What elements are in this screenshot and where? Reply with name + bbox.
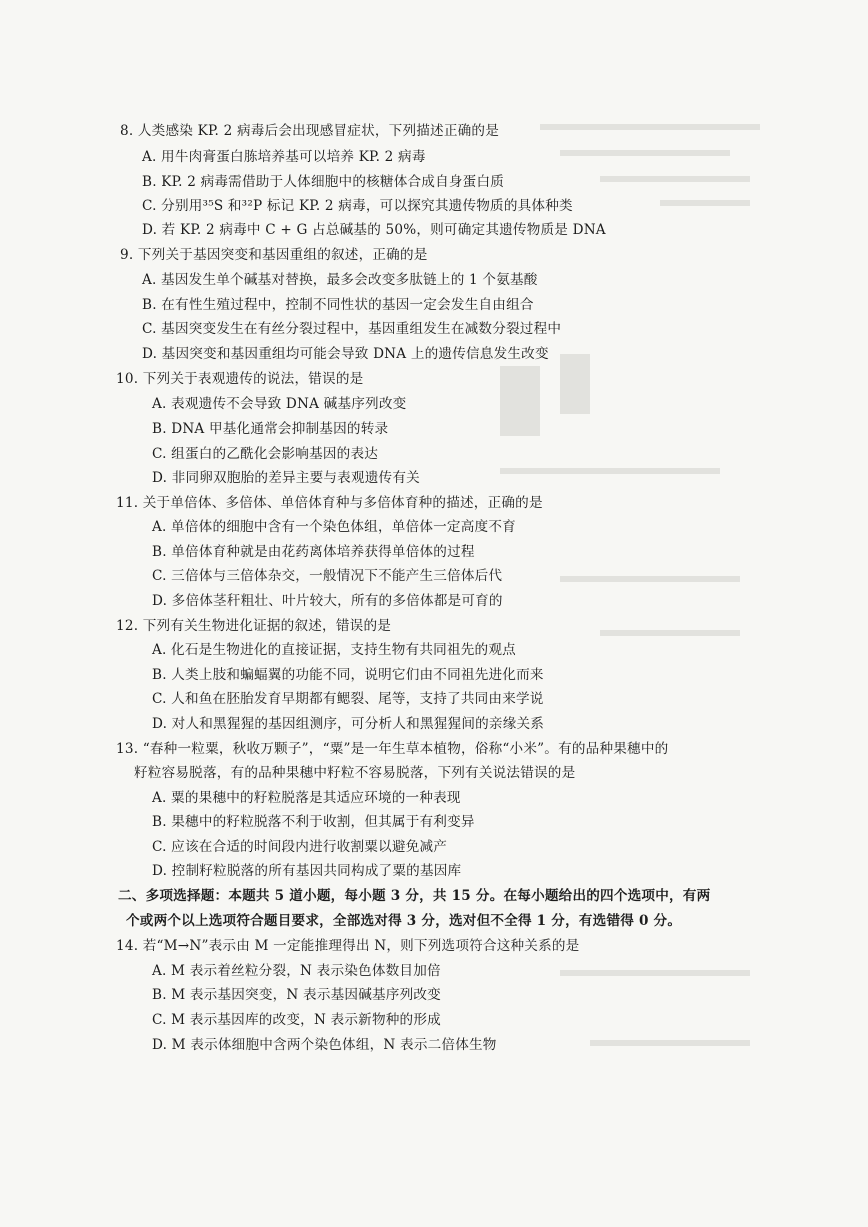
bleed-through-mark [560,150,730,156]
question-13-stem-continued: 籽粒容易脱落，有的品种果穗中籽粒不容易脱落，下列有关说法错误的是 [134,765,576,781]
question-11-option-d: D. 多倍体茎秆粗壮、叶片较大，所有的多倍体都是可育的 [152,593,503,609]
question-11-stem: 11. 关于单倍体、多倍体、单倍体育种与多倍体育种的描述，正确的是 [116,495,543,511]
question-12-option-d: D. 对人和黑猩猩的基因组测序，可分析人和黑猩猩间的亲缘关系 [152,716,545,732]
bleed-through-mark [600,630,740,636]
bleed-through-mark [500,366,540,436]
question-8-option-c: C. 分别用³⁵S 和³²P 标记 KP. 2 病毒，可以探究其遗传物质的具体种类 [142,198,573,214]
question-8-option-d: D. 若 KP. 2 病毒中 C + G 占总碱基的 50%，则可确定其遗传物质是 DNA [142,222,606,238]
question-13-option-b: B. 果穗中的籽粒脱落不利于收割，但其属于有利变异 [152,814,475,830]
question-14-option-c: C. M 表示基因库的改变，N 表示新物种的形成 [152,1012,441,1028]
section-2-heading-continued: 个或两个以上选项符合题目要求，全部选对得 3 分，选对但不全得 1 分，有选错得 0 分。 [126,913,682,929]
bleed-through-mark [560,576,740,582]
bleed-through-mark [660,200,750,206]
question-13-stem: 13. “春种一粒粟，秋收万颗子”，“粟”是一年生草本植物，俗称“小米”。有的品种果穗中的 [116,741,669,757]
question-10-stem: 10. 下列关于表观遗传的说法，错误的是 [116,371,364,387]
question-8-option-b: B. KP. 2 病毒需借助于人体细胞中的核糖体合成自身蛋白质 [142,174,505,190]
question-10-option-a: A. 表观遗传不会导致 DNA 碱基序列改变 [152,396,407,412]
question-13-option-d: D. 控制籽粒脱落的所有基因共同构成了粟的基因库 [152,863,462,879]
section-2-heading: 二、多项选择题：本题共 5 道小题，每小题 3 分，共 15 分。在每小题给出的四个选项中，有两 [118,888,711,904]
question-10-option-b: B. DNA 甲基化通常会抑制基因的转录 [152,421,389,437]
question-12-option-a: A. 化石是生物进化的直接证据，支持生物有共同祖先的观点 [152,642,516,658]
question-9-stem: 9. 下列关于基因突变和基因重组的叙述，正确的是 [120,247,428,263]
question-14-option-d: D. M 表示体细胞中含两个染色体组，N 表示二倍体生物 [152,1037,497,1053]
question-14-option-b: B. M 表示基因突变，N 表示基因碱基序列改变 [152,987,441,1003]
question-9-option-c: C. 基因突变发生在有丝分裂过程中，基因重组发生在减数分裂过程中 [142,321,562,337]
bleed-through-mark [590,1040,750,1046]
question-11-option-a: A. 单倍体的细胞中含有一个染色体组，单倍体一定高度不育 [152,519,516,535]
question-11-option-c: C. 三倍体与三倍体杂交，一般情况下不能产生三倍体后代 [152,568,503,584]
bleed-through-mark [560,354,590,414]
question-12-option-c: C. 人和鱼在胚胎发育早期都有鳃裂、尾等，支持了共同由来学说 [152,691,544,707]
question-11-option-b: B. 单倍体育种就是由花药离体培养获得单倍体的过程 [152,544,475,560]
question-14-stem: 14. 若“M→N”表示由 M 一定能推理得出 N，则下列选项符合这种关系的是 [116,938,580,954]
question-9-option-b: B. 在有性生殖过程中，控制不同性状的基因一定会发生自由组合 [142,297,534,313]
question-12-option-b: B. 人类上肢和蝙蝠翼的功能不同，说明它们由不同祖先进化而来 [152,667,544,683]
question-8-option-a: A. 用牛肉膏蛋白胨培养基可以培养 KP. 2 病毒 [142,149,426,165]
bleed-through-mark [500,468,720,474]
question-13-option-c: C. 应该在合适的时间段内进行收割粟以避免减产 [152,839,448,855]
question-14-option-a: A. M 表示着丝粒分裂，N 表示染色体数目加倍 [152,963,441,979]
bleed-through-mark [560,970,750,976]
question-12-stem: 12. 下列有关生物进化证据的叙述，错误的是 [116,618,392,634]
question-9-option-d: D. 基因突变和基因重组均可能会导致 DNA 上的遗传信息发生改变 [142,346,549,362]
bleed-through-mark [600,176,750,182]
question-10-option-d: D. 非同卵双胞胎的差异主要与表观遗传有关 [152,470,420,486]
question-13-option-a: A. 粟的果穗中的籽粒脱落是其适应环境的一种表现 [152,790,461,806]
bleed-through-mark [540,124,760,130]
question-8-stem: 8. 人类感染 KP. 2 病毒后会出现感冒症状，下列描述正确的是 [120,123,500,139]
question-10-option-c: C. 组蛋白的乙酰化会影响基因的表达 [152,446,379,462]
question-9-option-a: A. 基因发生单个碱基对替换，最多会改变多肽链上的 1 个氨基酸 [142,272,538,288]
